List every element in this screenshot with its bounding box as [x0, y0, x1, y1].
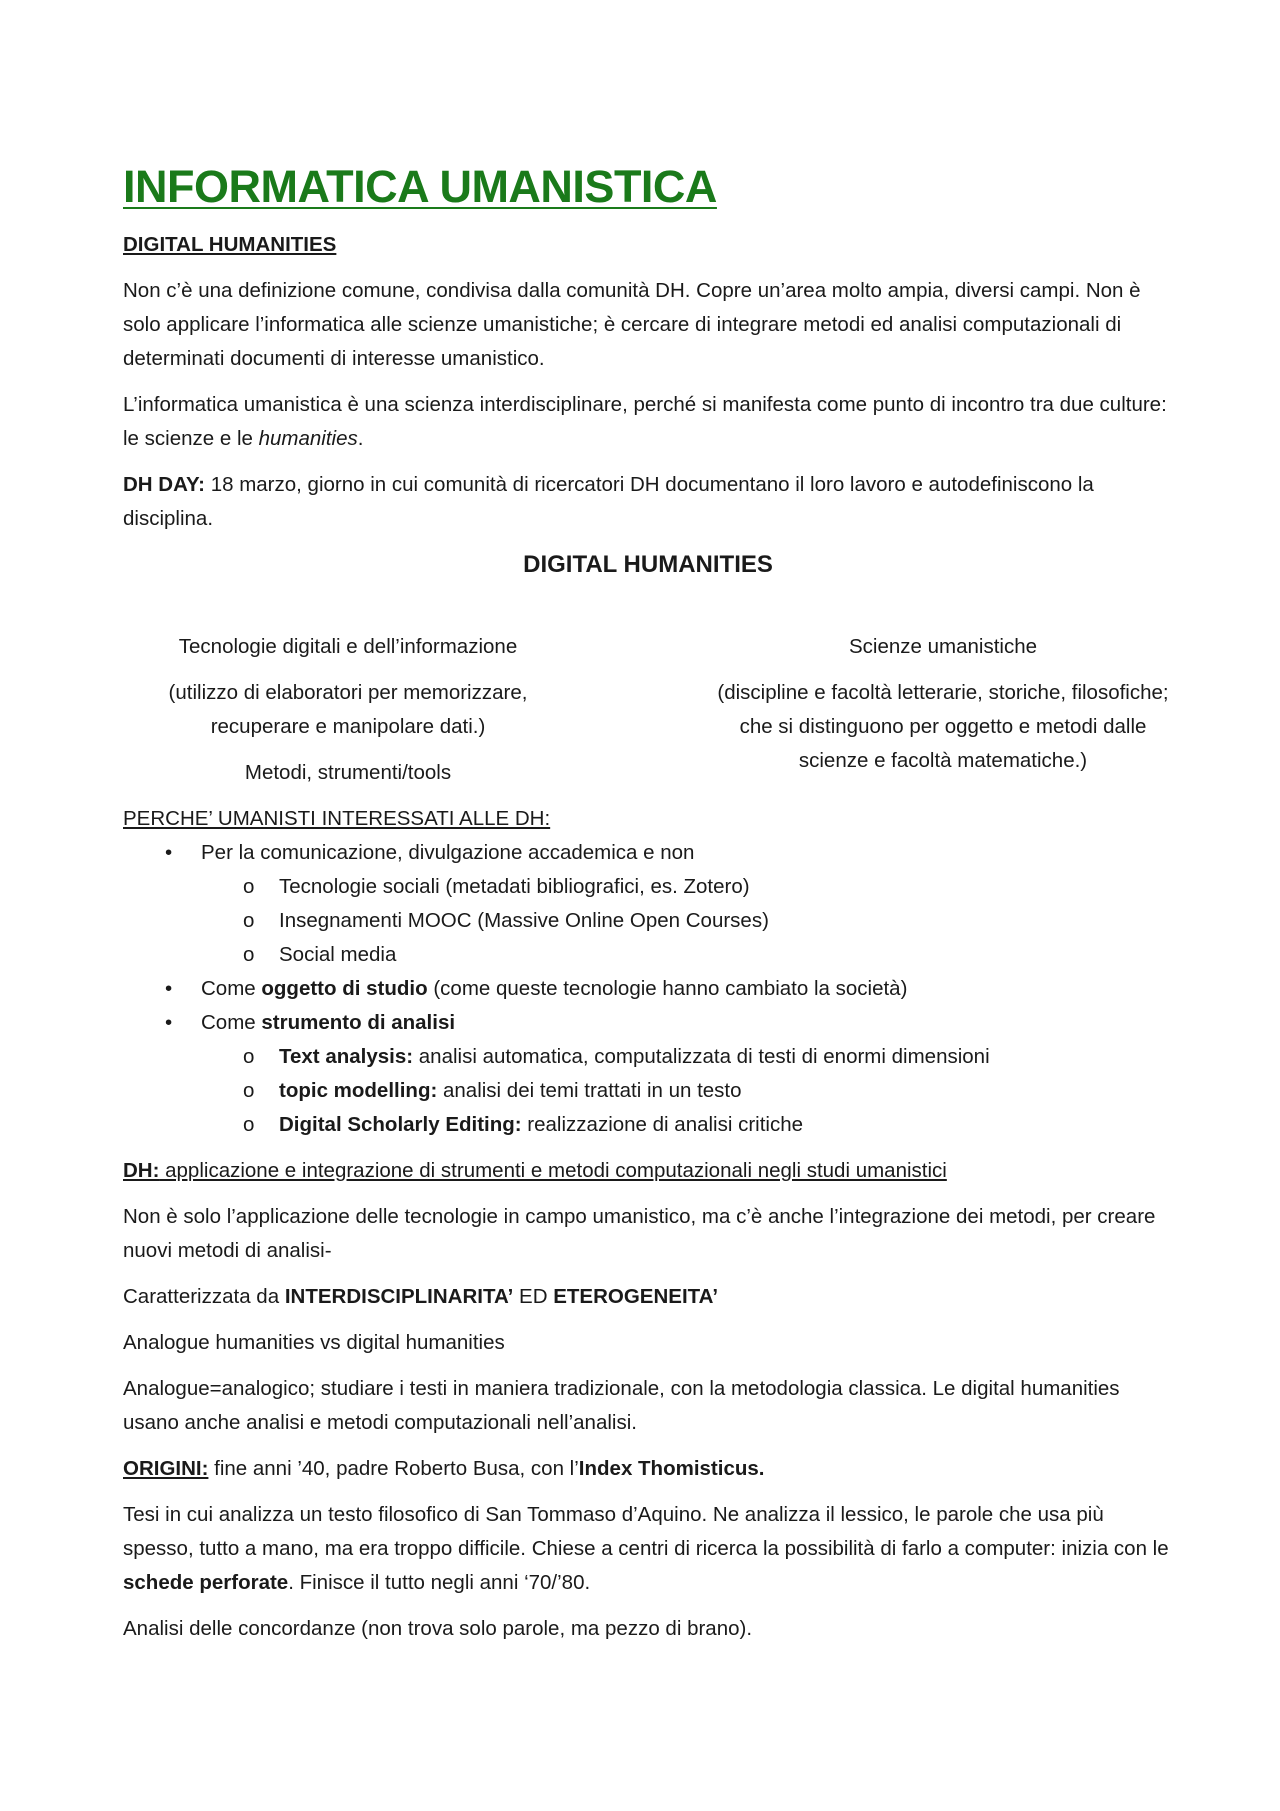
paragraph-interdisciplinary [123, 388, 1173, 456]
list-item-bold: strumento di analisi [261, 1011, 456, 1034]
left-column-description: (utilizzo di elaboratori per memorizzare, recuperare e manipolare dati.) [168, 681, 528, 738]
paragraph-analogue: Analogue=analogico; studiare i testi in maniera tradizionale, con la metodologia classica. Le digital humanities usano anche analisi e metodi computazionali nell’analisi. [123, 1377, 1120, 1434]
characterized-mid: ED [513, 1285, 554, 1308]
bullet-marker: • [165, 1011, 173, 1034]
characterized-bold-1: INTERDISCIPLINARITA’ [284, 1285, 514, 1308]
perche-heading: PERCHE’ UMANISTI INTERESSATI ALLE DH: [123, 807, 551, 830]
origini-end: . [758, 1457, 765, 1480]
sub-bullet-marker: o [243, 943, 255, 966]
sub-list-item-text: analisi dei temi trattati in un testo [437, 1079, 742, 1102]
bullet-list-container [123, 836, 1173, 1142]
sub-bullet-marker: o [243, 909, 255, 932]
paragraph-text: L’informatica umanistica è una scienza interdisciplinare, perché si manifesta come punto di incontro tra due culture: le scienze e le [123, 393, 1167, 450]
sub-list-item-text: Tecnologie sociali (metadati bibliografici, es. Zotero) [279, 875, 750, 898]
dh-day-text: 18 marzo, giorno in cui comunità di ricercatori DH documentano il loro lavoro e autodefiniscono la disciplina. [123, 473, 1094, 530]
dh-definition-label: DH: [123, 1159, 160, 1182]
right-column [713, 630, 1173, 802]
sub-bullet-marker: o [243, 1045, 255, 1068]
paragraph-definition: Non c’è una definizione comune, condivisa dalla comunità DH. Copre un’area molto ampia, diversi campi. Non è solo applicare l’informatica alle scienze umanistiche; è cercare di integrare metodi ed analisi computazionali di determinati documenti di interesse umanistico. [123, 279, 1141, 370]
list-item-text: Come [201, 1011, 262, 1034]
sub-list [201, 1040, 1173, 1142]
diagram-title: DIGITAL HUMANITIES [523, 551, 773, 578]
paragraph-concordanze: Analisi delle concordanze (non trova solo parole, ma pezzo di brano). [123, 1617, 753, 1640]
left-column-methods: Metodi, strumenti/tools [244, 761, 452, 784]
sub-list-item-text: realizzazione di analisi critiche [521, 1113, 804, 1136]
sub-list-item-bold: Text analysis: [279, 1045, 414, 1068]
sub-list [201, 870, 1173, 972]
dh-day-label: DH DAY: [123, 473, 206, 496]
right-column-heading: Scienze umanistiche [848, 635, 1037, 658]
sub-list-item [201, 870, 1173, 904]
paragraph-tesi [123, 1498, 1173, 1600]
sub-list-item-text: analisi automatica, computalizzata di testi di enormi dimensioni [413, 1045, 990, 1068]
left-column [123, 630, 573, 802]
document-title: INFORMATICA UMANISTICA [123, 161, 717, 212]
sub-list-item-text: Insegnamenti MOOC (Massive Online Open Courses) [279, 909, 769, 932]
bullet-list [123, 836, 1173, 1142]
paragraph-analogue-vs-digital: Analogue humanities vs digital humanities [123, 1331, 505, 1354]
sub-list-item [201, 938, 1173, 972]
bullet-marker: • [165, 841, 173, 864]
sub-list-item [201, 1040, 1173, 1074]
list-item [123, 972, 1173, 1006]
paragraph-characterized [123, 1280, 1173, 1314]
sub-list-item-bold: Digital Scholarly Editing: [279, 1113, 522, 1136]
list-item-bold: oggetto di studio [261, 977, 428, 1000]
document-page [123, 160, 1173, 1658]
characterized-bold-2: ETEROGENEITA’ [553, 1285, 719, 1308]
left-column-heading: Tecnologie digitali e dell’informazione [178, 635, 518, 658]
sub-list-item-bold: topic modelling: [279, 1079, 438, 1102]
list-item [123, 836, 1173, 972]
paragraph-end: . [357, 427, 364, 450]
list-item-post: (come queste tecnologie hanno cambiato la società) [427, 977, 908, 1000]
tesi-bold: schede perforate [123, 1571, 289, 1594]
right-column-description: (discipline e facoltà letterarie, storiche, filosofiche; che si distinguono per oggetto e metodi dalle scienze e facoltà matematiche.) [717, 681, 1169, 772]
list-item [123, 1006, 1173, 1142]
list-item-text: Per la comunicazione, divulgazione accademica e non [201, 841, 695, 864]
list-item-text: Come [201, 977, 262, 1000]
tesi-post: . Finisce il tutto negli anni ‘70/’80. [288, 1571, 591, 1594]
characterized-pre: Caratterizzata da [123, 1285, 285, 1308]
paragraph-integration: Non è solo l’applicazione delle tecnologie in campo umanistico, ma c’è anche l’integrazione dei metodi, per creare nuovi metodi di analisi- [123, 1205, 1156, 1262]
origini-label: ORIGINI: [123, 1457, 209, 1480]
sub-bullet-marker: o [243, 875, 255, 898]
paragraph-origini [123, 1452, 1173, 1486]
two-column-block [123, 630, 1173, 802]
paragraph-dh-definition [123, 1154, 1173, 1188]
paragraph-dh-day [123, 468, 1173, 536]
bullet-marker: • [165, 977, 173, 1000]
section-subheading: DIGITAL HUMANITIES [123, 233, 337, 256]
sub-bullet-marker: o [243, 1113, 255, 1136]
sub-list-item-text: Social media [279, 943, 397, 966]
origini-bold: Index Thomisticus [578, 1457, 759, 1480]
sub-bullet-marker: o [243, 1079, 255, 1102]
sub-list-item [201, 1108, 1173, 1142]
tesi-pre: Tesi in cui analizza un testo filosofico di San Tommaso d’Aquino. Ne analizza il lessico, le parole che usa più spesso, tutto a mano, ma era troppo difficile. Chiese a centri di ricerca la possibilità di farlo a computer: inizia con le [123, 1503, 1169, 1560]
dh-definition-text: applicazione e integrazione di strumenti e metodi computazionali negli studi umanistici [159, 1159, 947, 1182]
sub-list-item [201, 1074, 1173, 1108]
origini-text: fine anni ’40, padre Roberto Busa, con l’ [208, 1457, 579, 1480]
italic-term: humanities [258, 427, 358, 450]
sub-list-item [201, 904, 1173, 938]
